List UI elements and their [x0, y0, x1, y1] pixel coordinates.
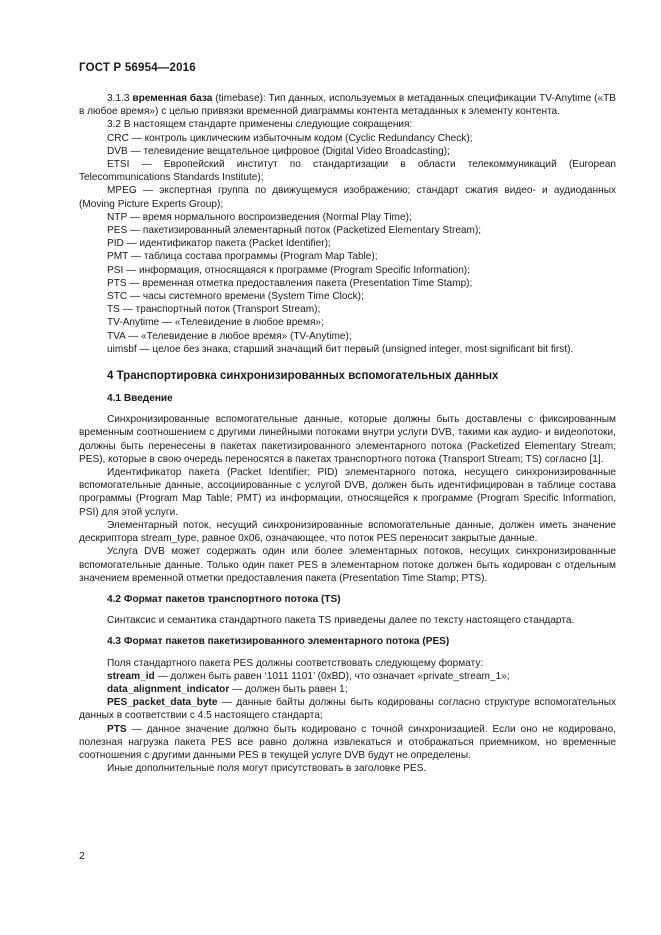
abbr-psi: PSI — информация, относящаяся к программе (Program Specific Information); [107, 264, 470, 276]
field-pes-packet-data-byte [79, 696, 616, 722]
page-number: 2 [79, 850, 85, 862]
abbr-pes: PES — пакетизированный элементарный поток (Packetized Elementary Stream); [107, 225, 482, 237]
field-name: PES_packet_data_byte [107, 697, 218, 709]
field-name: stream_id [107, 670, 155, 682]
page-content [79, 92, 616, 775]
paragraph: Синхронизированные вспомогательные данные, которые должны быть доставлены с фиксированным временным соотношением с другими линейными потоками внутри услуги DVB, такими как аудио- и видеопотоки, должны быть перенесены в пакетах пакетизированного элементарного потока (Packetized Elementary Stream; PES), которые в свою очередь переносятся в пакетах транспортного потока (Transport Stream; TS) согласно [1]. [79, 414, 616, 465]
abbr-tv-anytime: TV-Anytime — «Телевидение в любое время»; [107, 317, 324, 329]
definition-text: (timebase): Тип данных, используемых в метаданных спецификации TV-Anytime («ТВ в любое время») с целью привязки временной диаграммы контента метаданных к элементу контента. [79, 93, 616, 118]
abbr-pid: PID — идентификатор пакета (Packet Identifier); [107, 238, 331, 250]
abbr-dvb: DVB — телевидение вещательное цифровое (Digital Video Broadcasting); [107, 145, 450, 157]
section-4-3-heading: 4.3 Формат пакетов пакетизированного элементарного потока (PES) [107, 636, 450, 648]
paragraph: Поля стандартного пакета PES должны соответствовать следующему формату: [107, 657, 484, 669]
abbr-stc: STC — часы системного времени (System Time Clock); [107, 291, 364, 303]
paragraph: Услуга DVB может содержать один или более элементарных потоков, несущих синхронизированные вспомогательные данные. Только один пакет PES в элементарном потоке должен быть кодирован с отдельным значением временной отметки предоставления пакета (Presentation Time Stamp; PTS). [79, 546, 616, 584]
abbr-pmt: PMT — таблица состава программы (Program Map Table); [107, 251, 378, 263]
abbr-ts: TS — транспортный поток (Transport Stream); [107, 304, 321, 316]
clause-number: 3.1.3 [107, 93, 130, 104]
abbr-tva: TVA — «Телевидение в любое время» (TV-Anytime); [107, 330, 352, 342]
field-pts [79, 723, 616, 763]
standard-header: ГОСТ Р 56954—2016 [79, 62, 196, 74]
definition-3-1-3 [79, 92, 616, 118]
abbr-ntp: NTP — время нормального воспроизведения (Normal Play Time); [107, 211, 412, 223]
field-data-alignment-indicator [79, 683, 616, 696]
paragraph: Иные дополнительные поля могут присутствовать в заголовке PES. [107, 763, 427, 775]
field-name: PTS [107, 723, 127, 735]
abbr-mpeg: MPEG — экспертная группа по движущемуся изображению; стандарт сжатия видео- и аудиоданных (Moving Picture Experts Group); [79, 185, 616, 210]
term-timebase: временная база [132, 93, 213, 104]
abbr-uimsbf: uimsbf — целое без знака, старший значащий бит первый (unsigned integer, most significant bit first). [107, 343, 574, 355]
field-desc: — данное значение должно быть кодировано с точной синхронизацией. Если оно не кодировано, полезная нагрузка пакета PES все равно должна извлекаться и отображаться приемником, но временные соотношения с другими данными PES в текущей услуге DVB будут не определены. [79, 723, 616, 761]
paragraph: Идентификатор пакета (Packet Identifier; PID) элементарного потока, несущего синхронизированные вспомогательные данные, ассоциированные с услугой DVB, должен быть идентифицирован в таблице состава программы (Program Map Table; PMT) из информации, относящейся к программе (Program Specific Information, PSI) для этой услуги. [79, 467, 616, 518]
clause-3-2: 3.2 В настоящем стандарте применены следующие сокращения: [107, 119, 413, 131]
section-4-heading: 4 Транспортировка синхронизированных вспомогательных данных [107, 370, 499, 383]
abbr-etsi: ETSI — Европейский институт по стандартизации в области телекоммуникаций (European Telecommunications Standards Institute); [79, 159, 616, 184]
section-4-1-heading: 4.1 Введение [107, 393, 173, 405]
abbr-crc: CRC — контроль циклическим избыточным кодом (Cyclic Redundancy Check); [107, 132, 473, 144]
paragraph: Синтаксис и семантика стандартного пакета TS приведены далее по тексту настоящего стандарта. [107, 615, 575, 627]
field-desc: — должен быть равен 1; [229, 683, 348, 695]
field-stream-id [79, 670, 616, 683]
field-desc: — данные байты должны быть кодированы согласно структуре вспомогательных данных в соответствии с 4.5 настоящего стандарта; [79, 697, 616, 722]
field-name: data_alignment_indicator [107, 683, 230, 695]
section-4-2-heading: 4.2 Формат пакетов транспортного потока (TS) [107, 593, 341, 605]
field-desc: — должен быть равен ‘1011 1101’ (0xBD), что означает «private_stream_1»; [154, 670, 510, 682]
abbr-pts: PTS — временная отметка предоставления пакета (Presentation Time Stamp); [107, 277, 473, 289]
paragraph: Элементарный поток, несущий синхронизированные вспомогательные данные, должен иметь значение дескриптора stream_type, равное 0x06, означающее, что поток PES переносит закрытые данные. [79, 519, 616, 545]
